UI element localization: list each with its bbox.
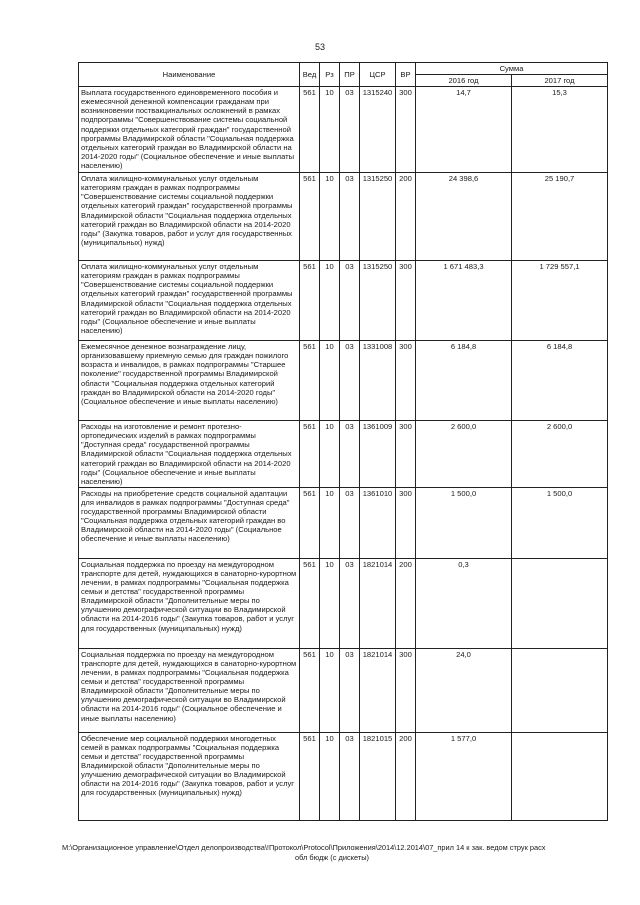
row-vr-cell: 300 [396,341,416,421]
row-ved-cell: 561 [300,558,320,648]
row-2017-cell: 1 729 557,1 [512,261,608,341]
row-2016-cell: 0,3 [416,558,512,648]
row-vr-cell: 300 [396,487,416,558]
row-rz-cell: 10 [320,732,340,820]
row-2017-cell [512,558,608,648]
row-ved-cell: 561 [300,341,320,421]
row-pr-cell: 03 [340,87,360,173]
row-rz-cell: 10 [320,173,340,261]
row-rz-cell: 10 [320,487,340,558]
footer-file-path: М:\Организационное управление\Отдел делопроизводства\!Протокол\Protocol\Приложения\2014\12.2014\07_прил 14 к зак. ведом струк расх [62,843,546,852]
row-rz-cell: 10 [320,341,340,421]
row-ved-cell: 561 [300,421,320,488]
row-csr-cell: 1821014 [360,648,396,732]
row-name-cell: Обеспечение мер социальной поддержки многодетных семей в рамках подпрограммы "Социальная поддержка семьи и детства" государственной программы Владимирской области "Дополнительные меры по улучшению демографической ситуации во Владимирской области на 2014-2016 годы" (Закупка товаров, работ и услуг для государственных (муниципальных) нужд) [79,732,300,820]
row-name-cell: Оплата жилищно-коммунальных услуг отдельным категориям граждан в рамках подпрограммы "Совершенствование системы социальной поддержки отдельных категорий граждан" государственной программы Владимирской области "Социальная поддержка отдельных категорий граждан во Владимирской области на 2014-2020 годы" (Социальное обеспечение и иные выплаты населению) [79,261,300,341]
row-rz-cell: 10 [320,648,340,732]
row-csr-cell: 1821014 [360,558,396,648]
row-2016-cell: 6 184,8 [416,341,512,421]
table-row [79,87,608,173]
row-ved-cell: 561 [300,173,320,261]
header-rz: Рз [320,63,340,87]
row-pr-cell: 03 [340,421,360,488]
row-pr-cell: 03 [340,648,360,732]
header-vr: ВР [396,63,416,87]
header-ved: Вед [300,63,320,87]
row-name-cell: Расходы на приобретение средств социальной адаптации для инвалидов в рамках подпрограммы "Доступная среда" государственной программы Владимирской области "Социальная поддержка отдельных категорий граждан во Владимирской области на 2014-2020 годы" (Социальное обеспечение и иные выплаты населению) [79,487,300,558]
row-csr-cell: 1315250 [360,173,396,261]
table-row [79,558,608,648]
table-row [79,487,608,558]
row-vr-cell: 200 [396,732,416,820]
row-rz-cell: 10 [320,87,340,173]
table-row [79,173,608,261]
row-pr-cell: 03 [340,341,360,421]
row-vr-cell: 300 [396,648,416,732]
page-number: 53 [314,42,325,52]
row-csr-cell: 1361009 [360,421,396,488]
row-2017-cell: 6 184,8 [512,341,608,421]
row-csr-cell: 1331008 [360,341,396,421]
row-pr-cell: 03 [340,558,360,648]
row-2017-cell [512,648,608,732]
row-csr-cell: 1315250 [360,261,396,341]
row-name-cell: Расходы на изготовление и ремонт протезно-ортопедических изделий в рамках подпрограммы "Доступная среда" государственной программы Владимирской области "Социальная поддержка отдельных категорий граждан во Владимирской области на 2014-2020 годы" (Социальное обеспечение и иные выплаты населению) [79,421,300,488]
footer [62,843,602,863]
row-2017-cell: 15,3 [512,87,608,173]
header-2017: 2017 год [512,75,608,87]
row-2017-cell: 25 190,7 [512,173,608,261]
row-ved-cell: 561 [300,648,320,732]
row-vr-cell: 200 [396,173,416,261]
row-ved-cell: 561 [300,261,320,341]
row-2017-cell [512,732,608,820]
row-name-cell: Оплата жилищно-коммунальных услуг отдельным категориям граждан в рамках подпрограммы "Совершенствование системы социальной поддержки отдельных категорий граждан" государственной программы Владимирской области "Социальная поддержка отдельных категорий граждан во Владимирской области на 2014-2020 годы" (Закупка товаров, работ и услуг для государственных (муниципальных) нужд) [79,173,300,261]
row-pr-cell: 03 [340,261,360,341]
row-ved-cell: 561 [300,87,320,173]
row-vr-cell: 300 [396,421,416,488]
row-pr-cell: 03 [340,173,360,261]
row-2016-cell: 14,7 [416,87,512,173]
table-row [79,421,608,488]
row-2016-cell: 1 671 483,3 [416,261,512,341]
row-csr-cell: 1361010 [360,487,396,558]
row-2017-cell: 2 600,0 [512,421,608,488]
footer-file-path-cont: обл бюдж (с дискеты) [295,853,369,862]
row-ved-cell: 561 [300,487,320,558]
row-2016-cell: 1 500,0 [416,487,512,558]
row-2016-cell: 24,0 [416,648,512,732]
row-pr-cell: 03 [340,732,360,820]
row-rz-cell: 10 [320,261,340,341]
row-2016-cell: 2 600,0 [416,421,512,488]
row-pr-cell: 03 [340,487,360,558]
row-rz-cell: 10 [320,421,340,488]
table-body [79,87,608,821]
row-vr-cell: 300 [396,87,416,173]
header-sum: Сумма [416,63,608,75]
table-row [79,341,608,421]
row-name-cell: Социальная поддержка по проезду на междугородном транспорте для детей, нуждающихся в санаторно-курортном лечении, в рамках подпрограммы "Социальная поддержка семьи и детства" государственной программы Владимирской области "Дополнительные меры по улучшению демографической ситуации во Владимирской области на 2014-2016 годы" (Социальное обеспечение и иные выплаты населению) [79,648,300,732]
header-2016: 2016 год [416,75,512,87]
row-csr-cell: 1315240 [360,87,396,173]
table-row [79,732,608,820]
row-name-cell: Социальная поддержка по проезду на междугородном транспорте для детей, нуждающихся в санаторно-курортном лечении, в рамках подпрограммы "Социальная поддержка семьи и детства" государственной программы Владимирской области "Дополнительные меры по улучшению демографической ситуации во Владимирской области на 2014-2016 годы" (Закупка товаров, работ и услуг для государственных (муниципальных) нужд) [79,558,300,648]
header-csr: ЦСР [360,63,396,87]
table-row [79,648,608,732]
row-2017-cell: 1 500,0 [512,487,608,558]
row-2016-cell: 1 577,0 [416,732,512,820]
table-header [79,63,608,87]
table-row [79,261,608,341]
header-pr: ПР [340,63,360,87]
row-2016-cell: 24 398,6 [416,173,512,261]
row-vr-cell: 300 [396,261,416,341]
header-name: Наименование [79,63,300,87]
row-name-cell: Ежемесячное денежное вознаграждение лицу, организовавшему приемную семью для граждан пожилого возраста и инвалидов, в рамках подпрограммы "Старшее поколение" государственной программы Владимирской области "Социальная поддержка отдельных категорий граждан во Владимирской области на 2014-2020 годы" (Социальное обеспечение и иные выплаты населению) [79,341,300,421]
row-rz-cell: 10 [320,558,340,648]
row-ved-cell: 561 [300,732,320,820]
row-csr-cell: 1821015 [360,732,396,820]
row-vr-cell: 200 [396,558,416,648]
budget-table [78,62,608,821]
row-name-cell: Выплата государственного единовременного пособия и ежемесячной денежной компенсации гражданам при возникновении поствакцинальных осложнений в рамках подпрограммы "Совершенствование системы социальной поддержки отдельных категорий граждан" государственной программы Владимирской области "Социальная поддержка отдельных категорий граждан во Владимирской области на 2014-2020 годы" (Социальное обеспечение и иные выплаты населению) [79,87,300,173]
